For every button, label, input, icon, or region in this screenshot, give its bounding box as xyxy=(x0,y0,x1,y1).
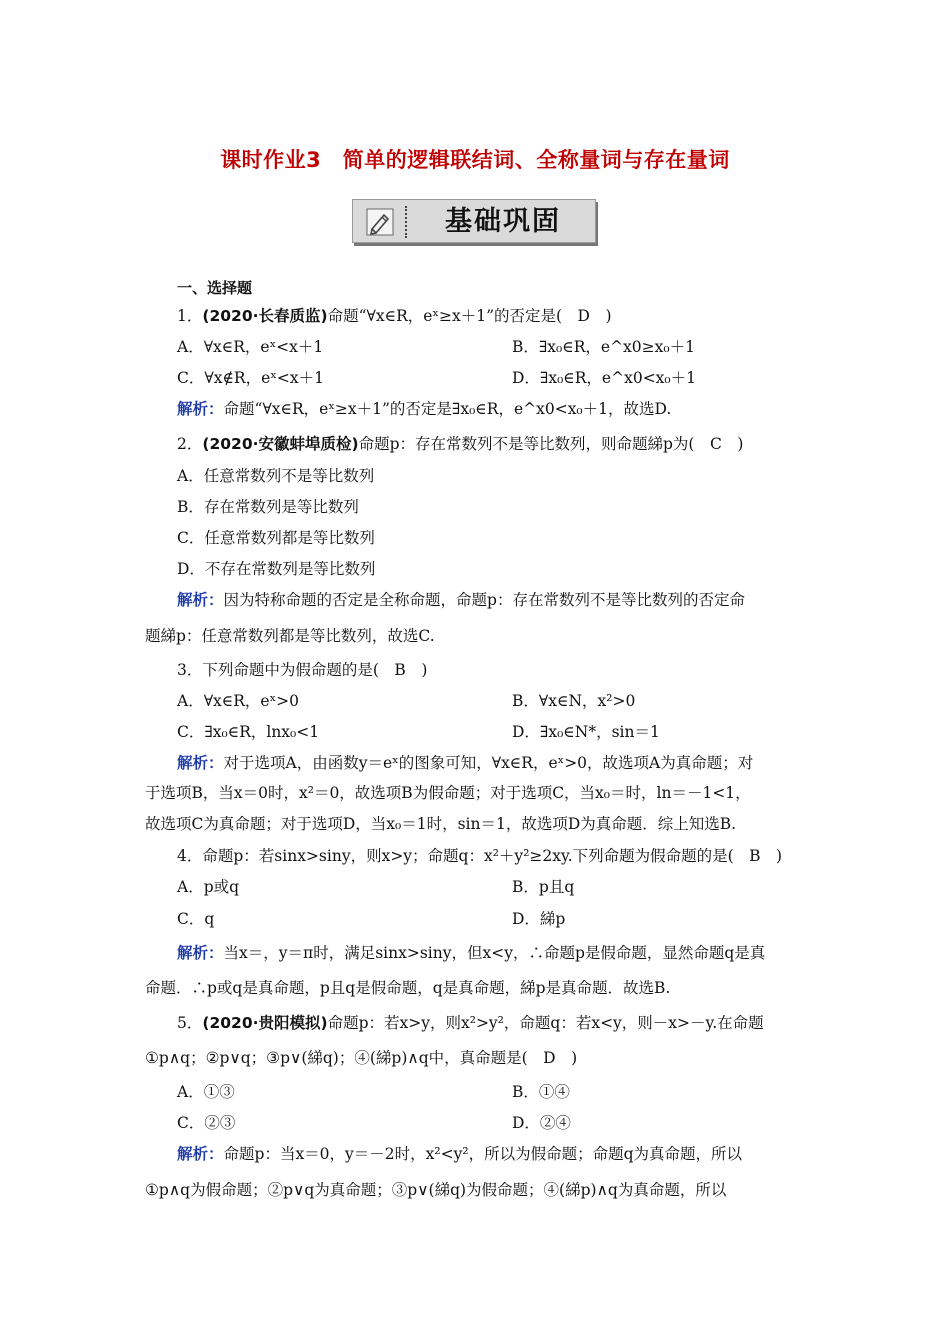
question-stem: 命题“∀x∈R，eˣ≥x＋1”的否定是( D ) xyxy=(327,307,612,325)
question-4: 4．命题p：若sinx>siny，则x>y；命题q：x²＋y²≥2xy.下列命题为假命题的是( B ) xyxy=(177,847,783,865)
option-b: B．存在常数列是等比数列 xyxy=(177,498,359,516)
option-a: A．∀x∈R，eˣ<x＋1 xyxy=(177,338,324,356)
option-b: B．∃x₀∈R，e^x0≥x₀＋1 xyxy=(512,338,695,356)
analysis-label: 解析： xyxy=(177,944,224,962)
option-b: B．①④ xyxy=(512,1083,570,1101)
option-a: A．∀x∈R，eˣ>0 xyxy=(177,692,300,710)
analysis: 解析：因为特称命题的否定是全称命题，命题p：存在常数列不是等比数列的否定命 xyxy=(177,591,745,609)
question-stem: 命题p：存在常数列不是等比数列，则命题綈p为( C ) xyxy=(358,435,744,453)
option-d: D．∃x₀∈N*，sin＝1 xyxy=(512,723,660,741)
option-c: C．q xyxy=(177,910,215,928)
question-stem: 下列命题中为假命题的是( B ) xyxy=(202,661,428,679)
option-c: C．任意常数列都是等比数列 xyxy=(177,529,375,547)
option-a: A．任意常数列不是等比数列 xyxy=(177,467,375,485)
analysis: 解析：命题“∀x∈R，eˣ≥x＋1”的否定是∃x₀∈R，e^x0<x₀＋1，故选D. xyxy=(177,400,672,418)
banner-text: 基础巩固 xyxy=(445,206,561,237)
section-banner xyxy=(352,199,596,243)
option-c: C．②③ xyxy=(177,1114,236,1132)
question-3: 3．下列命题中为假命题的是( B ) xyxy=(177,661,428,679)
analysis-continued: 于选项B，当x＝0时，x²＝0，故选项B为假命题；对于选项C，当x₀＝时，ln＝－1<1， xyxy=(145,784,751,802)
option-a: A．①③ xyxy=(177,1083,235,1101)
analysis-continued: ①p∧q为假命题；②p∨q为真命题；③p∨(綈q)为假命题；④(綈p)∧q为真命题，所以 xyxy=(145,1181,727,1199)
analysis: 解析：命题p：当x＝0，y＝－2时，x²<y²，所以为假命题；命题q为真命题，所以 xyxy=(177,1145,742,1163)
analysis-continued: 题綈p：任意常数列都是等比数列，故选C. xyxy=(145,627,435,645)
question-2: 2．(2020·安徽蚌埠质检)命题p：存在常数列不是等比数列，则命题綈p为( C ) xyxy=(177,435,744,453)
option-d: D．∃x₀∈R，e^x0<x₀＋1 xyxy=(512,369,697,387)
question-source: (2020·长春质监) xyxy=(202,307,328,325)
question-1: 1．(2020·长春质监)命题“∀x∈R，eˣ≥x＋1”的否定是( D ) xyxy=(177,307,612,325)
analysis-label: 解析： xyxy=(177,1145,224,1163)
option-d: D．綈p xyxy=(512,910,566,928)
question-source: (2020·安徽蚌埠质检) xyxy=(202,435,359,453)
question-5: 5．(2020·贵阳模拟)命题p：若x>y，则x²>y²，命题q：若x<y，则－x>－y.在命题 xyxy=(177,1014,764,1032)
question-stem: 命题p：若sinx>siny，则x>y；命题q：x²＋y²≥2xy.下列命题为假命题的是( B ) xyxy=(202,847,783,865)
analysis: 解析：当x＝，y＝π时，满足sinx>siny，但x<y，∴命题p是假命题，显然命题q是真 xyxy=(177,944,766,962)
pencil-icon xyxy=(365,207,395,237)
analysis-continued: 故选项C为真命题；对于选项D，当x₀＝1时，sin＝1，故选项D为真命题．综上知选B. xyxy=(145,815,737,833)
analysis-label: 解析： xyxy=(177,400,224,418)
analysis-label: 解析： xyxy=(177,754,224,772)
page-title: 课时作业3 简单的逻辑联结词、全称量词与存在量词 xyxy=(220,148,730,172)
analysis-continued: 命题．∴p或q是真命题，p且q是假命题，q是真命题，綈p是真命题．故选B. xyxy=(145,979,671,997)
question-stem-continued: ①p∧q；②p∨q；③p∨(綈q)；④(綈p)∧q中，真命题是( D ) xyxy=(145,1049,578,1067)
option-d: D．②④ xyxy=(512,1114,571,1132)
banner-divider xyxy=(405,206,407,238)
option-c: C．∀x∉R，eˣ<x＋1 xyxy=(177,369,324,387)
option-b: B．p且q xyxy=(512,878,575,896)
question-stem: 命题p：若x>y，则x²>y²，命题q：若x<y，则－x>－y.在命题 xyxy=(327,1014,764,1032)
option-a: A．p或q xyxy=(177,878,240,896)
section-heading: 一、选择题 xyxy=(177,279,253,297)
question-source: (2020·贵阳模拟) xyxy=(202,1014,328,1032)
analysis-label: 解析： xyxy=(177,591,224,609)
option-d: D．不存在常数列是等比数列 xyxy=(177,560,376,578)
analysis: 解析：对于选项A，由函数y＝eˣ的图象可知，∀x∈R，eˣ>0，故选项A为真命题；对 xyxy=(177,754,754,772)
option-c: C．∃x₀∈R，lnx₀<1 xyxy=(177,723,320,741)
option-b: B．∀x∈N，x²>0 xyxy=(512,692,636,710)
